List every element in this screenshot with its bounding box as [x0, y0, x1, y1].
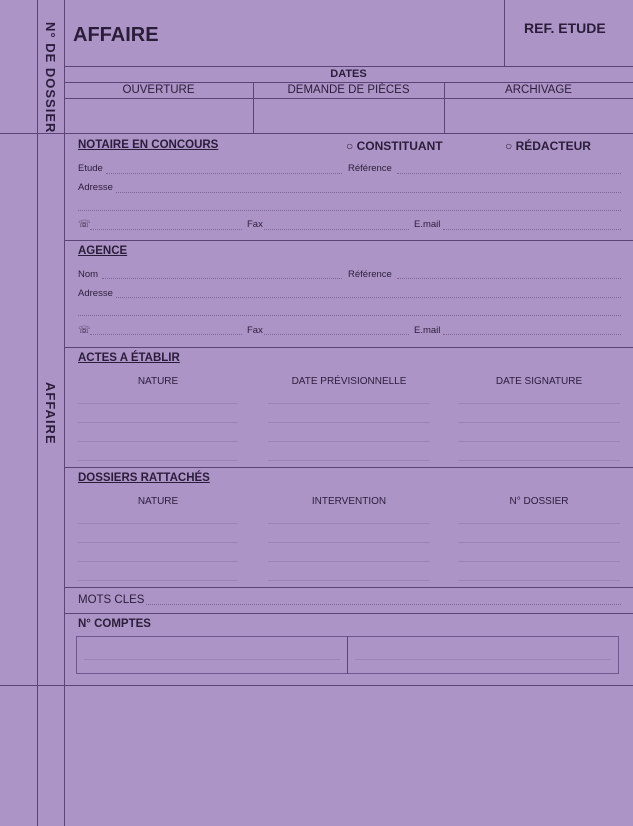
ref-divider [504, 0, 505, 66]
dossiers-line[interactable] [458, 561, 620, 562]
left-margin-line-1 [37, 0, 38, 826]
constituant-option[interactable]: ○ CONSTITUANT [346, 139, 443, 153]
agence-nom-label: Nom [78, 269, 99, 280]
actes-line[interactable] [78, 403, 238, 404]
notaire-email-label: E.mail [414, 219, 441, 230]
agence-title: AGENCE [78, 245, 128, 257]
date-field-demande[interactable] [254, 99, 443, 132]
header-line-1 [64, 66, 633, 67]
agence-adresse-label: Adresse [78, 288, 113, 299]
phone-icon: ☏ [78, 219, 91, 230]
notaire-reference-field[interactable] [397, 173, 621, 174]
agence-nom-field[interactable] [102, 278, 342, 279]
header-line-2 [64, 82, 633, 83]
agence-fax-label: Fax [247, 325, 263, 336]
dossiers-line[interactable] [458, 523, 620, 524]
notaire-etude-field[interactable] [106, 173, 342, 174]
dossiers-line[interactable] [268, 523, 430, 524]
date-col-demande: DEMANDE DE PIÈCES [287, 84, 410, 96]
agence-adresse-field-2[interactable] [78, 315, 621, 316]
actes-line[interactable] [78, 422, 238, 423]
actes-line[interactable] [458, 460, 620, 461]
agence-phone-field[interactable] [90, 334, 242, 335]
header-bottom-line [0, 133, 633, 134]
dossiers-line[interactable] [78, 523, 238, 524]
date-field-archivage[interactable] [445, 99, 632, 132]
actes-line[interactable] [268, 422, 430, 423]
dossiers-line[interactable] [458, 580, 620, 581]
actes-line[interactable] [268, 403, 430, 404]
page-title: AFFAIRE [73, 24, 159, 46]
dossiers-line[interactable] [78, 542, 238, 543]
notaire-phone-field[interactable] [90, 229, 242, 230]
notaire-email-field[interactable] [443, 229, 621, 230]
notaire-fax-label: Fax [247, 219, 263, 230]
dossiers-line[interactable] [78, 561, 238, 562]
dossiers-col-nature: NATURE [137, 496, 179, 507]
actes-col-date-signature: DATE SIGNATURE [495, 376, 583, 387]
dossiers-line[interactable] [458, 542, 620, 543]
dossiers-line[interactable] [268, 580, 430, 581]
notaire-title: NOTAIRE EN CONCOURS [78, 139, 219, 151]
actes-line[interactable] [458, 441, 620, 442]
dossiers-col-intervention: INTERVENTION [311, 496, 387, 507]
dossiers-title: DOSSIERS RATTACHÉS [78, 472, 210, 484]
comptes-field-2[interactable] [355, 659, 611, 660]
dates-label: DATES [330, 68, 367, 80]
notaire-adresse-field-2[interactable] [78, 210, 621, 211]
mots-cles-label: MOTS CLES [78, 594, 145, 606]
date-col-archivage: ARCHIVAGE [505, 84, 572, 96]
mots-cles-field[interactable] [146, 604, 621, 605]
actes-col-date-prev: DATE PRÉVISIONNELLE [291, 376, 407, 387]
notaire-etude-label: Etude [78, 163, 103, 174]
notaire-fax-field[interactable] [264, 229, 409, 230]
actes-title: ACTES A ÉTABLIR [78, 352, 180, 364]
comptes-field-1[interactable] [84, 659, 340, 660]
agence-email-field[interactable] [443, 334, 621, 335]
actes-line[interactable] [458, 403, 620, 404]
notaire-reference-label: Référence [348, 163, 392, 174]
section-divider-comptes [64, 613, 633, 614]
comptes-title: N° COMPTES [78, 618, 151, 630]
date-col-ouverture: OUVERTURE [122, 84, 195, 96]
dossiers-line[interactable] [78, 580, 238, 581]
actes-line[interactable] [268, 441, 430, 442]
dossiers-line[interactable] [268, 542, 430, 543]
dossiers-col-number: N° DOSSIER [509, 496, 569, 507]
agence-adresse-field[interactable] [116, 297, 621, 298]
comptes-divider [347, 636, 348, 674]
actes-col-nature: NATURE [137, 376, 179, 387]
actes-line[interactable] [78, 441, 238, 442]
notaire-adresse-label: Adresse [78, 182, 113, 193]
redacteur-option[interactable]: ○ RÉDACTEUR [505, 139, 591, 153]
affaire-side-label: AFFAIRE [43, 382, 58, 445]
section-divider-mots-cles [64, 587, 633, 588]
notaire-adresse-field[interactable] [116, 192, 621, 193]
actes-line[interactable] [458, 422, 620, 423]
dossiers-line[interactable] [268, 561, 430, 562]
date-field-ouverture[interactable] [65, 99, 252, 132]
agence-reference-label: Référence [348, 269, 392, 280]
agence-reference-field[interactable] [397, 278, 621, 279]
dossier-number-label: N° DE DOSSIER [43, 22, 58, 134]
agence-fax-field[interactable] [264, 334, 409, 335]
section-divider-agence [64, 240, 633, 241]
actes-line[interactable] [78, 460, 238, 461]
actes-line[interactable] [268, 460, 430, 461]
section-divider-actes [64, 347, 633, 348]
ref-etude-label: REF. ETUDE [524, 20, 606, 36]
agence-email-label: E.mail [414, 325, 441, 336]
section-divider-dossiers [64, 467, 633, 468]
phone-icon: ☏ [78, 325, 91, 336]
form-bottom-line [0, 685, 633, 686]
